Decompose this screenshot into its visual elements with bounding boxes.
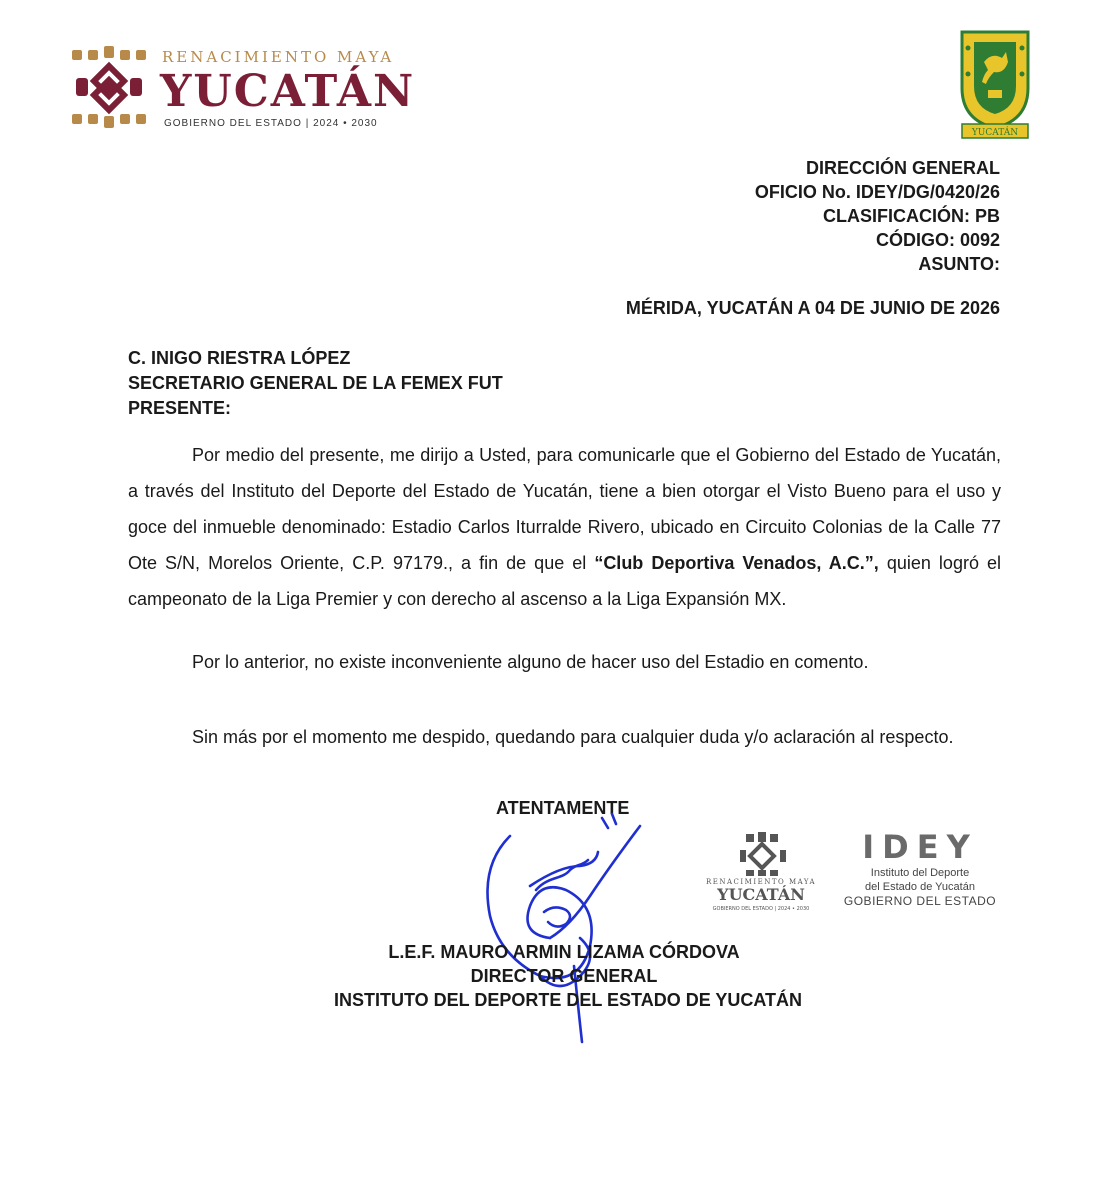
body-paragraph-2: Por lo anterior, no existe inconveniente alguno de hacer uso del Estadio en comento. <box>192 652 869 672</box>
signer-block <box>334 940 803 1012</box>
logo-wordmark: YUCATÁN <box>160 66 416 117</box>
yucatan-stamp <box>706 830 816 914</box>
idey-line-3: GOBIERNO DEL ESTADO <box>843 894 997 908</box>
stamp-wordmark: YUCATÁN <box>717 885 805 904</box>
document-date: MÉRIDA, YUCATÁN A 04 DE JUNIO DE 2026 <box>625 298 1000 318</box>
header-code: CÓDIGO: 0092 <box>875 230 1000 250</box>
recipient-name: C. INIGO RIESTRA LÓPEZ <box>128 348 351 368</box>
stamp-tagline: RENACIMIENTO MAYA <box>706 878 816 886</box>
recipient-presente: PRESENTE: <box>128 398 232 418</box>
idey-title: IDEY <box>862 828 978 866</box>
coat-label: YUCATÁN <box>971 128 1019 138</box>
yucatan-logo <box>66 44 416 134</box>
maya-pattern-icon <box>66 44 152 130</box>
club-name: “Club Deportiva Venados, A.C.”, <box>594 553 879 573</box>
recipient-block <box>128 346 503 421</box>
closing-atentamente: ATENTAMENTE <box>496 798 630 818</box>
stamp-subtitle: GOBIERNO DEL ESTADO | 2024 • 2030 <box>712 906 810 912</box>
signer-organization: INSTITUTO DEL DEPORTE DEL ESTADO DE YUCATÁN <box>334 990 803 1010</box>
body-paragraph-3: Sin más por el momento me despido, quedando para cualquier duda y/o aclaración al respecto. <box>192 727 954 747</box>
logo-subtitle: GOBIERNO DEL ESTADO | 2024 • 2030 <box>164 118 378 129</box>
letter-body <box>128 437 1001 617</box>
idey-line-1: Instituto del Deporte <box>870 867 970 879</box>
idey-line-2: del Estado de Yucatán <box>865 881 975 893</box>
header-subject: ASUNTO: <box>918 254 1000 274</box>
idey-stamp <box>840 828 1000 918</box>
logo-tagline: RENACIMIENTO MAYA <box>162 48 395 66</box>
signer-name: L.E.F. MAURO ARMIN LIZAMA CÓRDOVA <box>388 942 740 962</box>
header-oficio-number: OFICIO No. IDEY/DG/0420/26 <box>754 182 1000 202</box>
signer-title: DIRECTOR GENERAL <box>470 966 658 986</box>
recipient-title: SECRETARIO GENERAL DE LA FEMEX FUT <box>128 373 503 393</box>
body-paragraph-1: Por medio del presente, me dirijo a Usted, para comunicarle que el Gobierno del Estado de Yucatán, a través del Instituto del Deporte del Estado de Yucatán, tiene a bien otorgar el Visto Bueno para el uso y goce del inmueble denominado: Estadio Carlos Iturralde Rivero, ubicado en Circuito Colonias de la Calle 77 Ote S/N, Morelos Oriente, C.P. 97179., a fin de que el “Club Deportiva Venados, A.C.”, quien logró el campeonato de la Liga Premier y con derecho al ascenso a la Liga Expansión MX. <box>128 445 1002 609</box>
header-department: DIRECCIÓN GENERAL <box>805 158 1000 178</box>
yucatan-coat-of-arms-icon <box>958 28 1032 140</box>
header-classification: CLASIFICACIÓN: PB <box>823 206 1000 226</box>
document-header <box>755 156 1000 276</box>
